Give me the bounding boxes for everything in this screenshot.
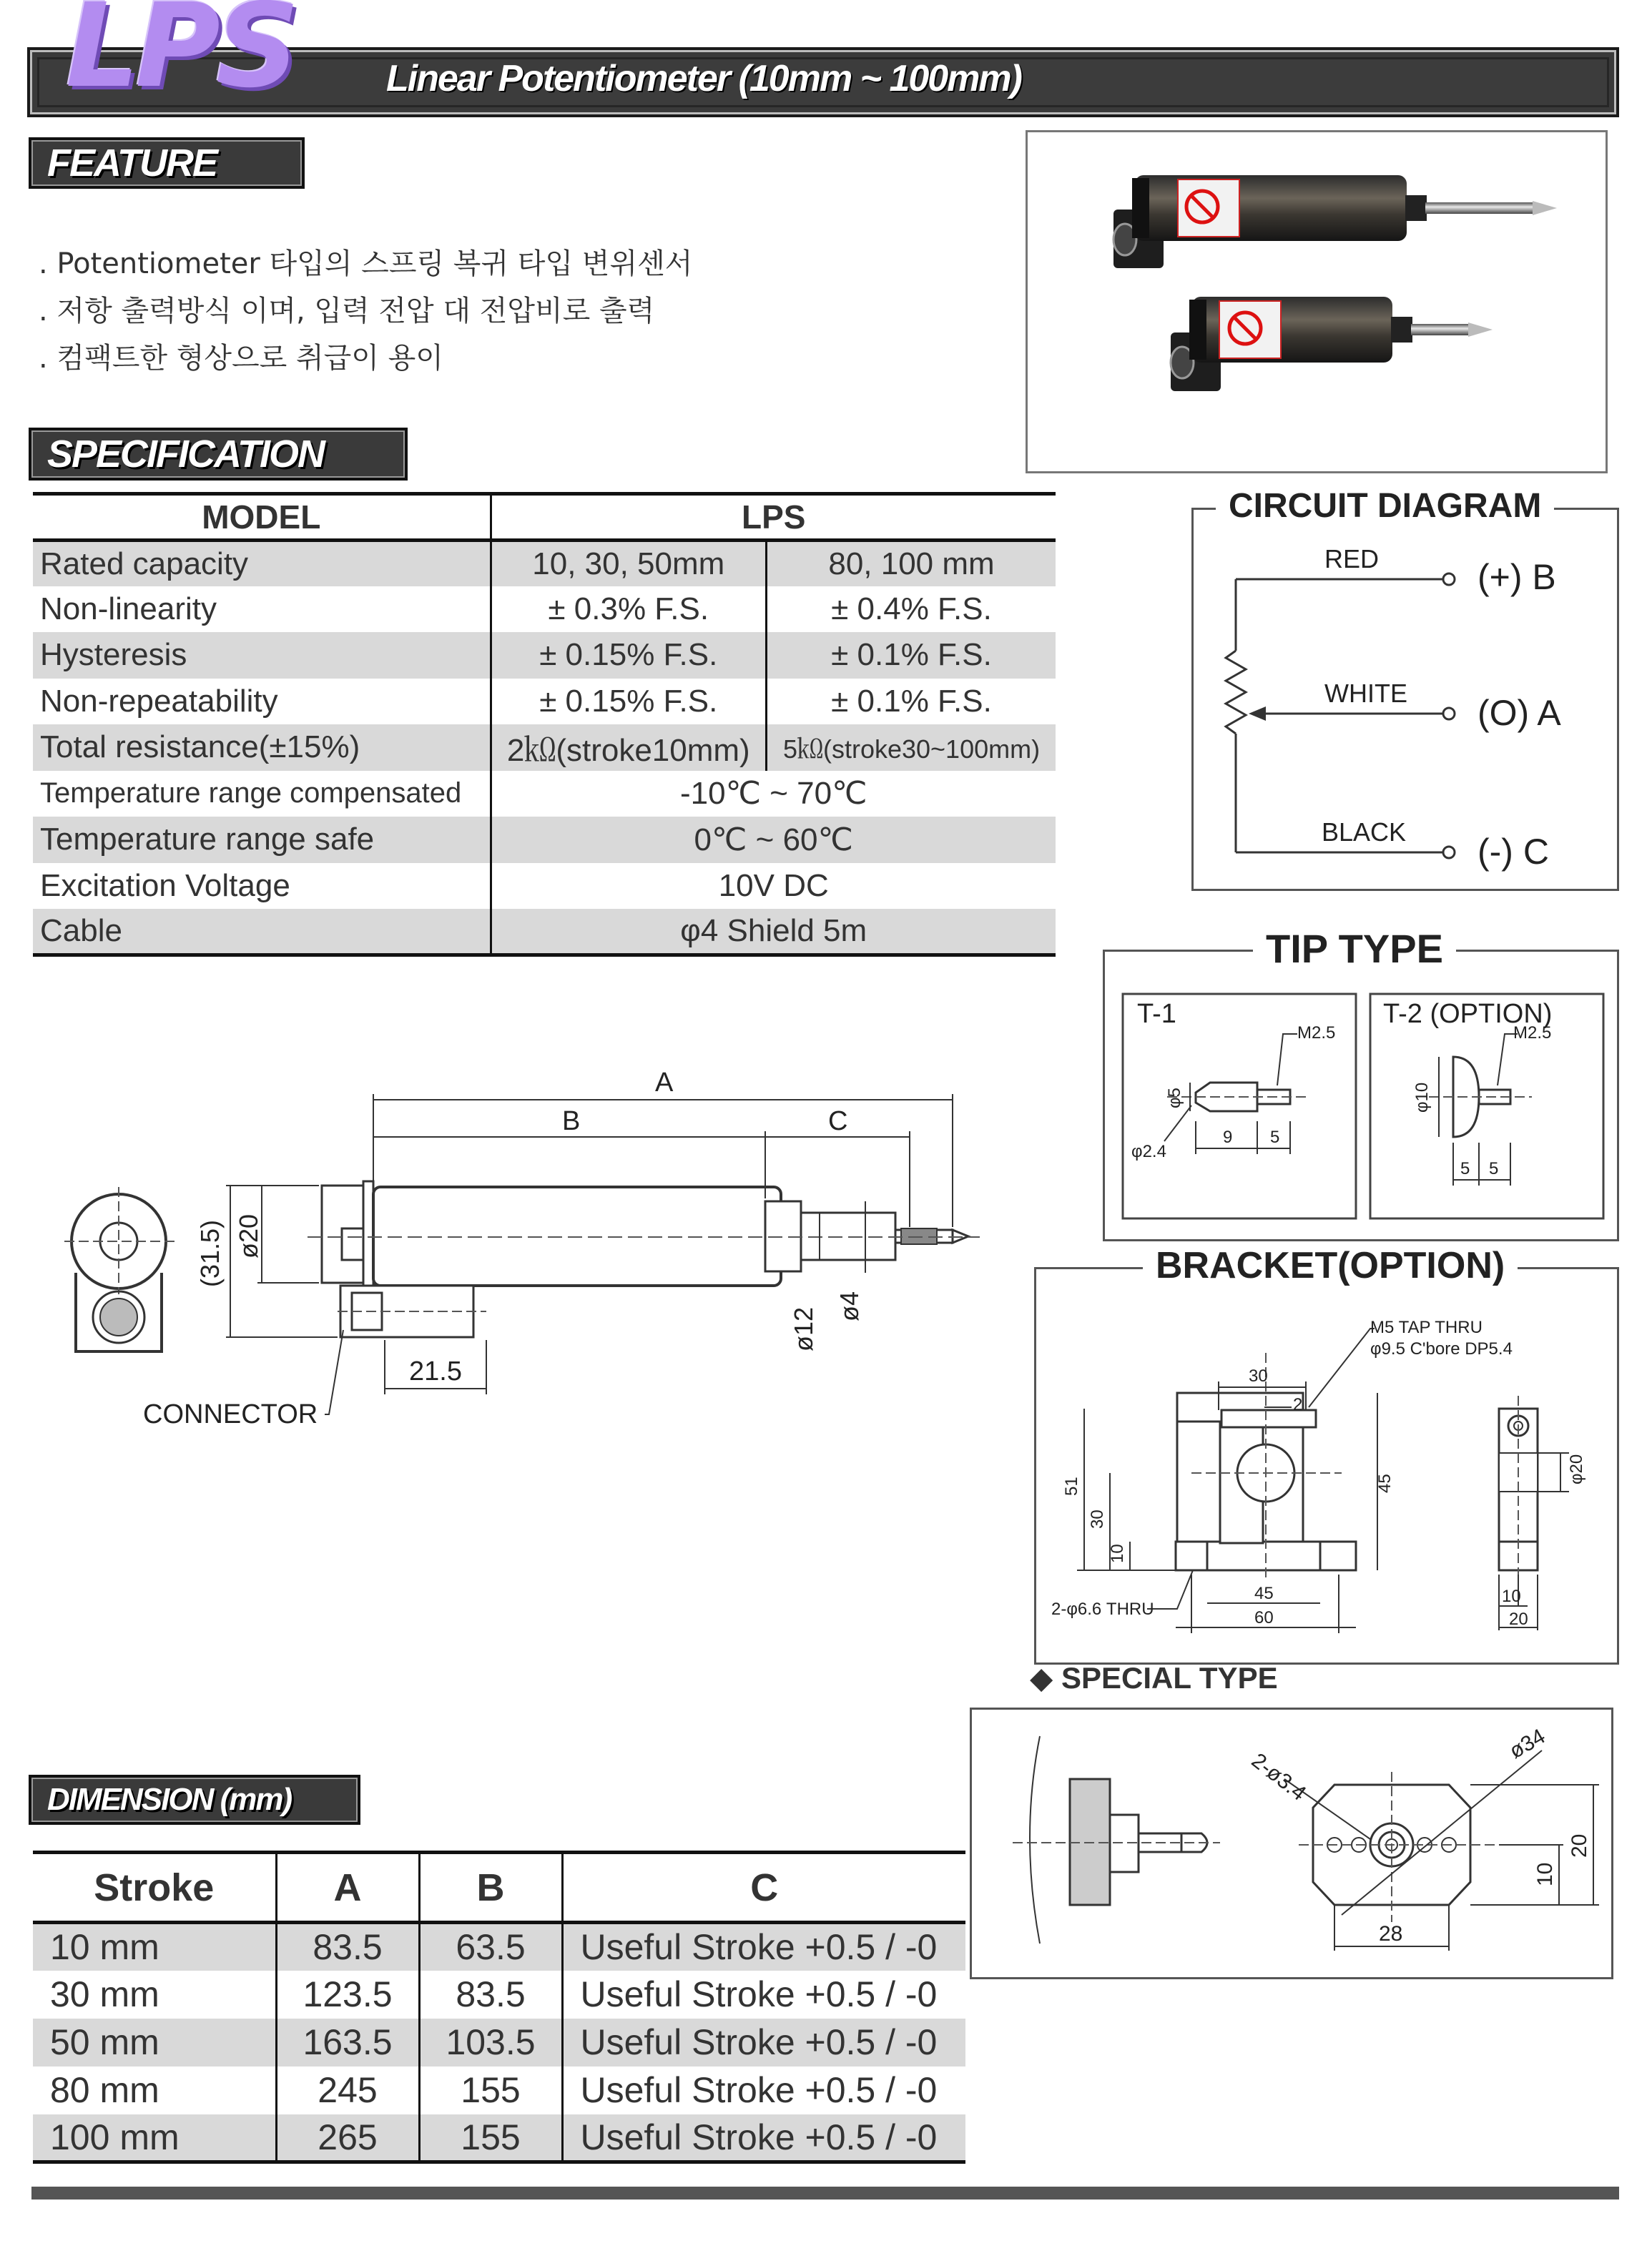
t2-length-5b: 5 [1489, 1159, 1499, 1178]
spec-row [33, 632, 1056, 679]
bracket-holes-45: 45 [1254, 1584, 1274, 1603]
bracket-height-45: 45 [1375, 1474, 1395, 1493]
spec-label: Hysteresis [33, 632, 491, 679]
t1-point-label: φ2.4 [1131, 1142, 1166, 1161]
spec-value: ± 0.15% F.S. [491, 679, 767, 725]
bracket-thru-label: 2-φ6.6 THRU [1051, 1600, 1154, 1619]
spec-label: Non-linearity [33, 586, 491, 633]
dim-cell-b: 155 [419, 2114, 562, 2162]
bracket-base-60: 60 [1254, 1608, 1274, 1627]
dim-cell-c: Useful Stroke +0.5 / -0 [562, 1923, 965, 1971]
dim-cell-b: 155 [419, 2067, 562, 2114]
spec-header-value: LPS [491, 494, 1056, 541]
spec-value: 80, 100 mm [767, 540, 1056, 586]
dim-cell-a: 245 [276, 2067, 419, 2114]
dim-cell-stroke: 30 mm [33, 1971, 276, 2019]
wire-label-black: BLACK [1322, 817, 1407, 847]
feature-line: . 저항 출력방식 이며, 입력 전압 대 전압비로 출력 [39, 295, 655, 327]
dim-cell-c: Useful Stroke +0.5 / -0 [562, 2019, 965, 2067]
spec-value: 0℃ ~ 60℃ [491, 817, 1056, 863]
dim-label-c: C [828, 1106, 848, 1136]
bracket-title: BRACKET(OPTION) [1143, 1244, 1518, 1287]
pin-a-label: (O) A [1478, 693, 1561, 733]
circuit-diagram [1191, 508, 1619, 891]
specification-table [33, 492, 1056, 957]
spec-label: Excitation Voltage [33, 863, 491, 910]
t1-diameter-label: φ5 [1165, 1088, 1184, 1108]
table-row [33, 1971, 965, 2019]
spec-value: 2㏀(stroke10mm) [491, 724, 767, 771]
dimension-drawing [43, 1058, 1001, 1459]
dim-cell-stroke: 50 mm [33, 2019, 276, 2067]
bracket-side-10: 10 [1502, 1587, 1521, 1606]
t2-thread-label: M2.5 [1513, 1023, 1552, 1043]
dim-cell-stroke: 10 mm [33, 1923, 276, 1971]
spec-row [33, 909, 1056, 955]
spec-value: ± 0.4% F.S. [831, 591, 992, 626]
dim-height-315: (31.5) [195, 1219, 225, 1287]
tip-t1-label: T-1 [1137, 999, 1176, 1029]
dim-diameter-4: ø4 [835, 1291, 864, 1321]
spec-value: 10, 30, 50mm [491, 540, 767, 586]
spec-header-model: MODEL [33, 494, 491, 541]
bottom-rule [31, 2187, 1619, 2200]
special-height-10: 10 [1533, 1862, 1557, 1886]
special-type-drawing [970, 1708, 1613, 1979]
tip-type-drawing [1103, 950, 1619, 1241]
spec-label: Rated capacity [33, 540, 491, 586]
spec-row [33, 679, 1056, 725]
spec-label: Cable [33, 909, 491, 955]
bracket-height-10: 10 [1108, 1544, 1127, 1563]
dim-cell-a: 163.5 [276, 2019, 419, 2067]
spec-value: ± 0.3% F.S. [491, 586, 767, 633]
spec-value: ± 0.1% F.S. [831, 683, 992, 719]
dim-cell-b: 63.5 [419, 1923, 562, 1971]
table-row [33, 2114, 965, 2162]
dim-diameter-20: ø20 [234, 1213, 263, 1258]
special-height-20: 20 [1568, 1833, 1591, 1858]
wire-label-red: RED [1324, 544, 1380, 573]
bracket-cbore-label: φ9.5 C'bore DP5.4 [1370, 1339, 1513, 1359]
pin-c-label: (-) C [1478, 832, 1549, 872]
table-row [33, 2019, 965, 2067]
feature-tab: FEATURE [29, 137, 305, 189]
spec-value: -10℃ ~ 70℃ [679, 776, 867, 812]
dim-cell-stroke: 100 mm [33, 2114, 276, 2162]
t1-length-9: 9 [1223, 1128, 1233, 1147]
special-diameter-label: ø34 [1505, 1724, 1550, 1764]
connector-label: CONNECTOR [143, 1399, 318, 1429]
spec-label: Temperature range safe [33, 817, 491, 863]
circuit-title: CIRCUIT DIAGRAM [1216, 486, 1554, 526]
dim-length-215: 21.5 [409, 1356, 462, 1386]
product-photo-drawing [1028, 132, 1606, 471]
dim-header-a: A [276, 1853, 419, 1923]
bracket-height-51: 51 [1062, 1477, 1081, 1496]
feature-line: . Potentiometer 타입의 스프링 복귀 타입 변위센서 [39, 247, 693, 280]
t1-length-5: 5 [1270, 1128, 1280, 1147]
dim-cell-b: 83.5 [419, 1971, 562, 2019]
bracket-width-30: 30 [1249, 1366, 1268, 1386]
dim-cell-a: 123.5 [276, 1971, 419, 2019]
feature-line: . 컴팩트한 형상으로 취급이 용이 [39, 342, 443, 375]
spec-label: Total resistance(±15%) [33, 724, 491, 771]
special-width-28: 28 [1379, 1922, 1403, 1946]
product-photo [1026, 130, 1608, 473]
feature-list [39, 240, 692, 382]
dim-cell-c: Useful Stroke +0.5 / -0 [580, 2070, 938, 2110]
spec-label: Temperature range compensated [33, 771, 491, 817]
dim-cell-a: 83.5 [276, 1923, 419, 1971]
bracket-slot-2: 2 [1293, 1395, 1303, 1414]
pin-b-label: (+) B [1478, 557, 1556, 597]
spec-header-row [33, 494, 1056, 541]
dim-cell-b: 103.5 [419, 2019, 562, 2067]
bracket-tap-label: M5 TAP THRU [1370, 1318, 1483, 1337]
dimension-table [33, 1851, 965, 2164]
dim-header-row [33, 1853, 965, 1923]
spec-value: ± 0.15% F.S. [491, 632, 767, 679]
spec-value: 10V DC [718, 867, 829, 903]
special-holes-label: 2-ø3.4 [1247, 1748, 1311, 1806]
special-type-title: ◆ SPECIAL TYPE [1030, 1661, 1278, 1695]
spec-value: 5㏀(stroke30~100mm) [767, 724, 1056, 771]
spec-row [33, 863, 1056, 910]
spec-row [33, 771, 1056, 817]
dim-cell-a: 265 [276, 2114, 419, 2162]
bracket-side-20: 20 [1509, 1610, 1528, 1629]
bracket-side-d20: φ20 [1567, 1454, 1586, 1484]
dim-label-b: B [562, 1106, 581, 1136]
bracket-drawing [1034, 1267, 1619, 1665]
dimension-tab: DIMENSION (mm) [29, 1775, 360, 1825]
dim-label-a: A [655, 1068, 674, 1098]
tip-type-title: TIP TYPE [1253, 925, 1456, 972]
page-title: Linear Potentiometer (10mm ~ 100mm) [386, 58, 1021, 99]
spec-row [33, 724, 1056, 771]
table-row [33, 2067, 965, 2114]
spec-row [33, 540, 1056, 586]
product-logo: LPS [66, 0, 295, 114]
t2-diameter-label: φ10 [1412, 1082, 1432, 1113]
spec-value: φ4 Shield 5m [491, 909, 1056, 955]
dim-header-b: B [419, 1853, 562, 1923]
dim-cell-c: Useful Stroke +0.5 / -0 [580, 1974, 938, 2014]
specification-tab: SPECIFICATION [29, 428, 408, 481]
dim-diameter-12: ø12 [789, 1306, 818, 1351]
dim-cell-c: Useful Stroke +0.5 / -0 [562, 2114, 965, 2162]
tip-t2-label: T-2 (OPTION) [1383, 999, 1553, 1029]
spec-row [33, 817, 1056, 863]
table-row [33, 1923, 965, 1971]
dim-header-c: C [562, 1853, 965, 1923]
spec-label: Non-repeatability [33, 679, 491, 725]
wire-label-white: WHITE [1324, 679, 1407, 708]
dim-header-stroke: Stroke [33, 1853, 276, 1923]
t1-thread-label: M2.5 [1297, 1023, 1336, 1043]
bracket-height-30: 30 [1088, 1509, 1107, 1529]
spec-row [33, 586, 1056, 633]
spec-value: ± 0.1% F.S. [767, 632, 1056, 679]
t2-length-5a: 5 [1460, 1159, 1470, 1178]
dim-cell-stroke: 80 mm [33, 2067, 276, 2114]
